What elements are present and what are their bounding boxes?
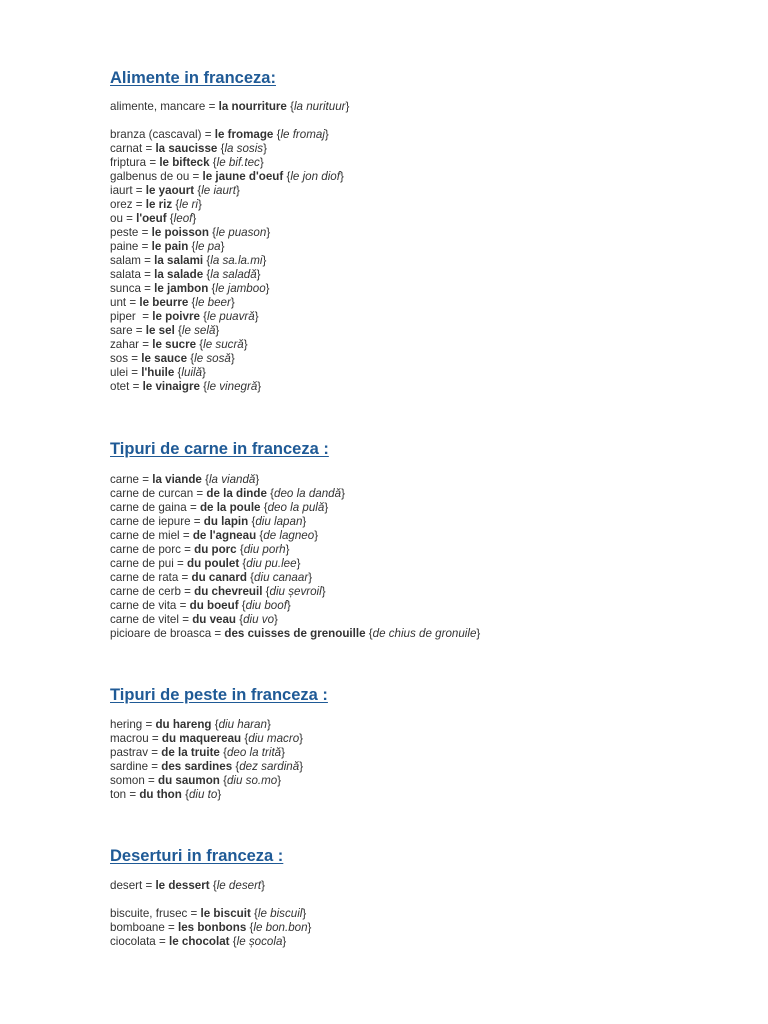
vocab-entry: hering = du hareng {diu haran} bbox=[110, 718, 271, 731]
french-term: l'oeuf bbox=[136, 212, 167, 225]
vocab-entry: carne de porc = du porc {diu porh} bbox=[110, 543, 290, 556]
pronunciation: de chius de gronuile bbox=[372, 627, 477, 640]
pronunciation: diu șevroil bbox=[269, 585, 322, 598]
romanian-term: iaurt bbox=[110, 184, 133, 197]
french-term: le bifteck bbox=[159, 156, 210, 169]
section-alimente bbox=[110, 68, 750, 394]
vocab-entry: carne de vitel = du veau {diu vo} bbox=[110, 613, 278, 626]
vocab-entry: macrou = du maquereau {diu macro} bbox=[110, 732, 304, 745]
french-term: le vinaigre bbox=[142, 380, 200, 393]
romanian-term: zahar bbox=[110, 338, 140, 351]
vocab-entry: ulei = l'huile {luilă} bbox=[110, 366, 206, 379]
pronunciation: le sosă bbox=[194, 352, 231, 365]
romanian-term: ciocolata bbox=[110, 935, 156, 948]
section-deserturi bbox=[110, 846, 750, 949]
romanian-term: sardine bbox=[110, 760, 149, 773]
french-term: la salami bbox=[154, 254, 204, 267]
pronunciation: le puavră bbox=[207, 310, 255, 323]
french-term: le dessert bbox=[155, 879, 210, 892]
romanian-term: carne de vitel bbox=[110, 613, 179, 626]
romanian-term: sare bbox=[110, 324, 133, 337]
french-term: de la poule bbox=[199, 501, 261, 514]
vocab-entry: ton = du thon {diu to} bbox=[110, 788, 222, 801]
romanian-term: hering bbox=[110, 718, 143, 731]
pronunciation: diu boof bbox=[245, 599, 287, 612]
vocab-entry: alimente, mancare = la nourriture {la nurituur} bbox=[110, 100, 350, 113]
romanian-term: carne de vita bbox=[110, 599, 177, 612]
pronunciation: le selă bbox=[181, 324, 216, 337]
romanian-term: sos bbox=[110, 352, 129, 365]
pronunciation: le ri bbox=[179, 198, 198, 211]
vocab-entry: iaurt = le yaourt {le iaurt} bbox=[110, 184, 240, 197]
pronunciation: le jon diof bbox=[290, 170, 340, 183]
french-term: du thon bbox=[139, 788, 182, 801]
romanian-term: alimente, mancare bbox=[110, 100, 206, 113]
romanian-term: carne de cerb bbox=[110, 585, 181, 598]
romanian-term: paine bbox=[110, 240, 139, 253]
romanian-term: carne de curcan bbox=[110, 487, 194, 500]
vocab-entry: piper = le poivre {le puavră} bbox=[110, 310, 259, 323]
french-term: le yaourt bbox=[145, 184, 195, 197]
french-term: le chocolat bbox=[168, 935, 230, 948]
french-term: le poivre bbox=[152, 310, 200, 323]
romanian-term: carne de miel bbox=[110, 529, 180, 542]
vocab-entry: bomboane = les bonbons {le bon.bon} bbox=[110, 921, 312, 934]
french-term: l'huile bbox=[141, 366, 175, 379]
vocab-entry: carnat = la saucisse {la sosis} bbox=[110, 142, 267, 155]
pronunciation: le desert bbox=[216, 879, 262, 892]
pronunciation: le biscuil bbox=[257, 907, 303, 920]
pronunciation: diu macro bbox=[248, 732, 300, 745]
vocab-entry: ou = l'oeuf {leof} bbox=[110, 212, 197, 225]
pronunciation: diu pu.lee bbox=[246, 557, 297, 570]
pronunciation: deo la dandă bbox=[274, 487, 342, 500]
french-term: les bonbons bbox=[178, 921, 247, 934]
pronunciation: luilă bbox=[181, 366, 203, 379]
pronunciation: diu porh bbox=[243, 543, 286, 556]
pronunciation: deo la pulă bbox=[267, 501, 325, 514]
vocab-entry: friptura = le bifteck {le bif.tec} bbox=[110, 156, 264, 169]
french-term: de la dinde bbox=[206, 487, 267, 500]
french-term: la viande bbox=[152, 473, 202, 486]
vocab-entry: sardine = des sardines {dez sardină} bbox=[110, 760, 304, 773]
romanian-term: otet bbox=[110, 380, 130, 393]
french-term: du saumon bbox=[158, 774, 220, 787]
romanian-term: ton bbox=[110, 788, 127, 801]
romanian-term: ou bbox=[110, 212, 123, 225]
romanian-term: galbenus de ou bbox=[110, 170, 190, 183]
vocab-entry: galbenus de ou = le jaune d'oeuf {le jon diof} bbox=[110, 170, 344, 183]
romanian-term: pastrav bbox=[110, 746, 149, 759]
pronunciation: la sosis bbox=[224, 142, 264, 155]
vocab-entry: carne de pui = du poulet {diu pu.lee} bbox=[110, 557, 301, 570]
pronunciation: le bif.tec bbox=[216, 156, 260, 169]
vocab-list bbox=[110, 100, 750, 394]
vocab-entry: sunca = le jambon {le jamboo} bbox=[110, 282, 270, 295]
romanian-term: bomboane bbox=[110, 921, 165, 934]
spacer bbox=[110, 893, 750, 907]
romanian-term: sunca bbox=[110, 282, 141, 295]
section-heading: Tipuri de peste in franceza : bbox=[110, 686, 328, 704]
french-term: du chevreuil bbox=[194, 585, 263, 598]
vocab-entry: pastrav = de la truite {deo la trită} bbox=[110, 746, 285, 759]
romanian-term: salata bbox=[110, 268, 141, 281]
vocab-entry: salam = la salami {la sa.la.mi} bbox=[110, 254, 267, 267]
pronunciation: leof bbox=[173, 212, 193, 225]
french-term: du poulet bbox=[187, 557, 240, 570]
pronunciation: deo la trită bbox=[226, 746, 282, 759]
section-heading: Alimente in franceza: bbox=[110, 69, 276, 87]
pronunciation: le pa bbox=[195, 240, 221, 253]
french-term: le fromage bbox=[214, 128, 274, 141]
vocab-entry: carne de iepure = du lapin {diu lapan} bbox=[110, 515, 307, 528]
romanian-term: carne de pui bbox=[110, 557, 174, 570]
vocab-entry: picioare de broasca = des cuisses de grenouille {de chius de gronuile} bbox=[110, 627, 481, 640]
french-term: le beurre bbox=[139, 296, 189, 309]
romanian-term: carne de rata bbox=[110, 571, 179, 584]
vocab-entry: carne de cerb = du chevreuil {diu șevroil} bbox=[110, 585, 326, 598]
french-term: le biscuit bbox=[200, 907, 251, 920]
romanian-term: orez bbox=[110, 198, 133, 211]
vocab-entry: otet = le vinaigre {le vinegră} bbox=[110, 380, 262, 393]
romanian-term: carne bbox=[110, 473, 140, 486]
french-term: le sucre bbox=[152, 338, 197, 351]
french-term: le poisson bbox=[151, 226, 209, 239]
french-term: du maquereau bbox=[161, 732, 242, 745]
french-term: des cuisses de grenouille bbox=[224, 627, 366, 640]
romanian-term: biscuite, frusec bbox=[110, 907, 188, 920]
french-term: du boeuf bbox=[189, 599, 239, 612]
french-term: du veau bbox=[192, 613, 236, 626]
romanian-term: carne de iepure bbox=[110, 515, 191, 528]
pronunciation: diu so.mo bbox=[226, 774, 278, 787]
pronunciation: diu lapan bbox=[255, 515, 303, 528]
vocab-entry: peste = le poisson {le puason} bbox=[110, 226, 271, 239]
pronunciation: le puason bbox=[216, 226, 267, 239]
romanian-term: peste bbox=[110, 226, 139, 239]
french-term: le jambon bbox=[154, 282, 209, 295]
french-term: du hareng bbox=[155, 718, 212, 731]
pronunciation: le vinegră bbox=[207, 380, 258, 393]
french-term: le jaune d'oeuf bbox=[202, 170, 284, 183]
french-term: le pain bbox=[151, 240, 189, 253]
section-carne bbox=[110, 439, 750, 641]
vocab-list bbox=[110, 718, 750, 802]
romanian-term: carne de gaina bbox=[110, 501, 187, 514]
pronunciation: la nurituur bbox=[293, 100, 346, 113]
romanian-term: branza (cascaval) bbox=[110, 128, 202, 141]
vocab-entry: carne de rata = du canard {diu canaar} bbox=[110, 571, 313, 584]
section-heading: Tipuri de carne in franceza : bbox=[110, 440, 329, 458]
french-term: des sardines bbox=[161, 760, 233, 773]
romanian-term: picioare de broasca bbox=[110, 627, 212, 640]
pronunciation: diu vo bbox=[243, 613, 275, 626]
french-term: du canard bbox=[191, 571, 247, 584]
pronunciation: diu canaar bbox=[254, 571, 309, 584]
section-heading: Deserturi in franceza : bbox=[110, 847, 284, 865]
vocab-entry: ciocolata = le chocolat {le șocola} bbox=[110, 935, 287, 948]
vocab-entry: carne de curcan = de la dinde {deo la dandă} bbox=[110, 487, 345, 500]
french-term: de l'agneau bbox=[192, 529, 257, 542]
romanian-term: desert bbox=[110, 879, 143, 892]
pronunciation: le bon.bon bbox=[253, 921, 308, 934]
vocab-entry: sos = le sauce {le sosă} bbox=[110, 352, 235, 365]
pronunciation: le fromaj bbox=[280, 128, 325, 141]
vocab-entry: carne de miel = de l'agneau {de lagneo} bbox=[110, 529, 319, 542]
vocab-entry: paine = le pain {le pa} bbox=[110, 240, 225, 253]
pronunciation: dez sardină bbox=[239, 760, 300, 773]
pronunciation: la viandă bbox=[208, 473, 256, 486]
vocab-entry: biscuite, frusec = le biscuit {le biscuil} bbox=[110, 907, 307, 920]
vocab-entry: carne de gaina = de la poule {deo la pulă} bbox=[110, 501, 329, 514]
romanian-term: unt bbox=[110, 296, 127, 309]
pronunciation: le beer bbox=[195, 296, 231, 309]
vocab-entry: carne de vita = du boeuf {diu boof} bbox=[110, 599, 291, 612]
french-term: la salade bbox=[154, 268, 204, 281]
vocab-entry: branza (cascaval) = le fromage {le fromaj} bbox=[110, 128, 329, 141]
romanian-term: carne de porc bbox=[110, 543, 181, 556]
vocab-entry: orez = le riz {le ri} bbox=[110, 198, 202, 211]
pronunciation: la saladă bbox=[210, 268, 257, 281]
pronunciation: la sa.la.mi bbox=[210, 254, 263, 267]
spacer bbox=[110, 114, 750, 128]
romanian-term: salam bbox=[110, 254, 141, 267]
vocab-entry: sare = le sel {le selă} bbox=[110, 324, 220, 337]
pronunciation: diu haran bbox=[218, 718, 267, 731]
french-term: le sauce bbox=[141, 352, 188, 365]
romanian-term: somon bbox=[110, 774, 145, 787]
vocab-entry: desert = le dessert {le desert} bbox=[110, 879, 266, 892]
french-term: le sel bbox=[145, 324, 175, 337]
french-term: la saucisse bbox=[155, 142, 218, 155]
vocab-entry: carne = la viande {la viandă} bbox=[110, 473, 260, 486]
french-term: de la truite bbox=[161, 746, 220, 759]
pronunciation: le jamboo bbox=[215, 282, 266, 295]
romanian-term: macrou bbox=[110, 732, 149, 745]
vocab-entry: somon = du saumon {diu so.mo} bbox=[110, 774, 282, 787]
pronunciation: le iaurt bbox=[201, 184, 237, 197]
vocab-entry: zahar = le sucre {le sucră} bbox=[110, 338, 248, 351]
french-term: du porc bbox=[194, 543, 237, 556]
vocab-entry: salata = la salade {la saladă} bbox=[110, 268, 261, 281]
pronunciation: le șocola bbox=[236, 935, 283, 948]
pronunciation: diu to bbox=[188, 788, 218, 801]
vocab-list bbox=[110, 473, 750, 641]
romanian-term: carnat bbox=[110, 142, 143, 155]
section-peste bbox=[110, 685, 750, 802]
french-term: le riz bbox=[145, 198, 173, 211]
french-term: la nourriture bbox=[218, 100, 287, 113]
pronunciation: le sucră bbox=[203, 338, 244, 351]
vocab-entry: unt = le beurre {le beer} bbox=[110, 296, 235, 309]
vocab-list bbox=[110, 879, 750, 949]
romanian-term: ulei bbox=[110, 366, 129, 379]
romanian-term: piper bbox=[110, 310, 140, 323]
pronunciation: de lagneo bbox=[263, 529, 315, 542]
french-term: du lapin bbox=[203, 515, 249, 528]
romanian-term: friptura bbox=[110, 156, 147, 169]
